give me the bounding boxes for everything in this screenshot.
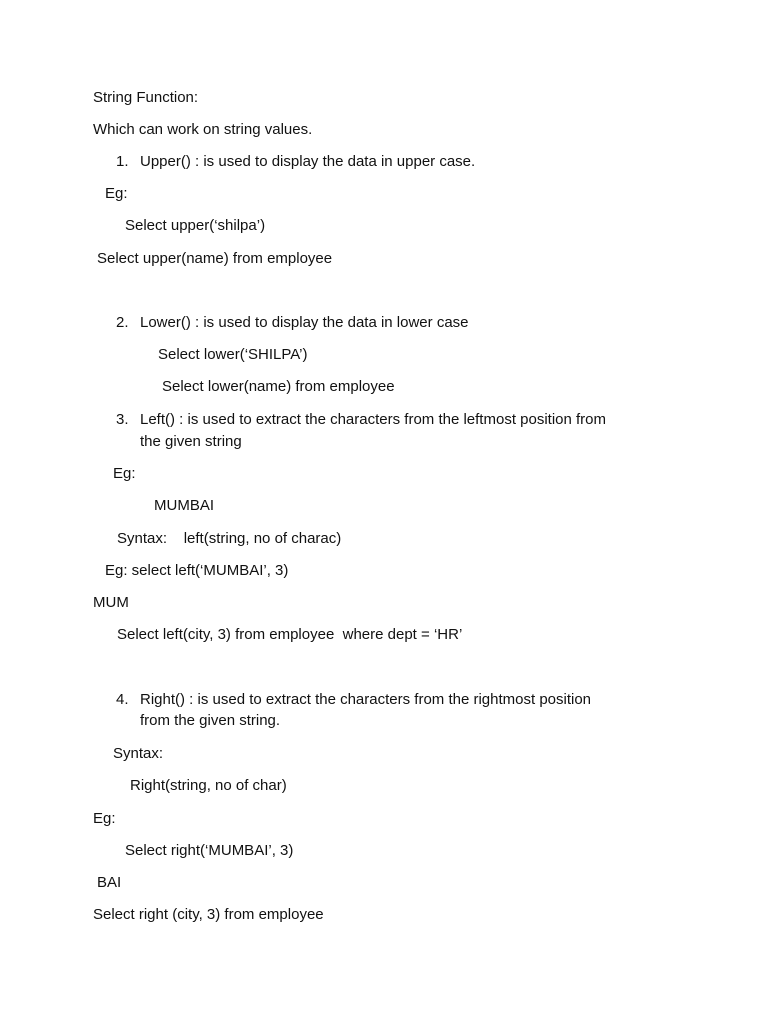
lower-example-2: Select lower(name) from employee [162, 378, 395, 395]
right-query: Select right (city, 3) from employee [93, 906, 324, 923]
right-description-line-1: Right() : is used to extract the characters from the rightmost position [140, 691, 592, 708]
left-example: Eg: select left(‘MUMBAI’, 3) [105, 562, 289, 579]
doc-heading: String Function: [93, 89, 199, 106]
intro-text: Which can work on string values. [93, 121, 313, 138]
upper-description: Upper() : is used to display the data in upper case. [140, 153, 476, 170]
left-description-line-2: the given string [140, 433, 242, 450]
right-example: Select right(‘MUMBAI’, 3) [125, 842, 294, 859]
list-number-3: 3. [116, 411, 129, 428]
lower-example-1: Select lower(‘SHILPA’) [158, 346, 308, 363]
list-number-1: 1. [116, 153, 129, 170]
upper-example-1: Select upper(‘shilpa’) [125, 217, 266, 234]
right-eg-label: Eg: [93, 810, 116, 827]
left-eg-label: Eg: [113, 465, 136, 482]
left-syntax: Syntax: left(string, no of charac) [117, 530, 342, 547]
upper-eg-label: Eg: [105, 185, 128, 202]
right-description-line-2: from the given string. [140, 712, 281, 729]
list-number-2: 2. [116, 314, 129, 331]
left-description-line-1: Left() : is used to extract the characters from the leftmost position from [140, 411, 607, 428]
list-number-4: 4. [116, 691, 129, 708]
left-result: MUM [93, 594, 129, 611]
right-syntax-label: Syntax: [113, 745, 164, 762]
left-sample-string: MUMBAI [154, 497, 214, 514]
upper-example-2: Select upper(name) from employee [97, 250, 333, 267]
left-query: Select left(city, 3) from employee where dept = ‘HR’ [117, 626, 463, 643]
right-result: BAI [97, 874, 122, 891]
right-syntax: Right(string, no of char) [130, 777, 287, 794]
lower-description: Lower() : is used to display the data in lower case [140, 314, 469, 331]
